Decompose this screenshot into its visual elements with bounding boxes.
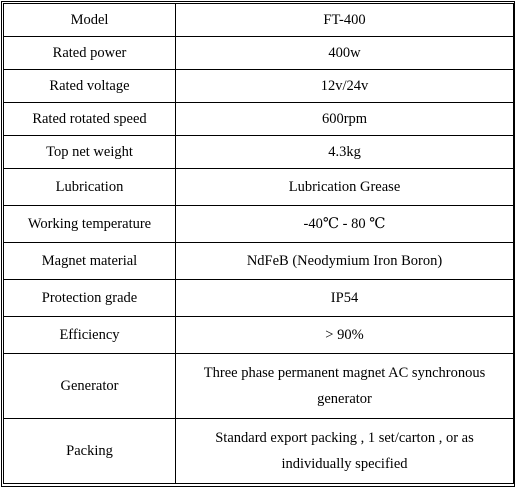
value-rated-voltage: 12v/24v bbox=[176, 70, 514, 103]
table-row-rated-speed bbox=[4, 103, 514, 136]
table-row-magnet-material bbox=[4, 243, 514, 280]
label-magnet-material: Magnet material bbox=[4, 243, 176, 280]
table-row-efficiency bbox=[4, 317, 514, 354]
value-magnet-material: NdFeB (Neodymium Iron Boron) bbox=[176, 243, 514, 280]
value-lubrication: Lubrication Grease bbox=[176, 169, 514, 206]
table-row-rated-power bbox=[4, 37, 514, 70]
value-rated-power: 400w bbox=[176, 37, 514, 70]
label-rated-voltage: Rated voltage bbox=[4, 70, 176, 103]
value-packing: Standard export packing , 1 set/carton , or as individually specified bbox=[176, 419, 514, 484]
value-rated-speed: 600rpm bbox=[176, 103, 514, 136]
label-net-weight: Top net weight bbox=[4, 136, 176, 169]
label-protection-grade: Protection grade bbox=[4, 280, 176, 317]
value-net-weight: 4.3kg bbox=[176, 136, 514, 169]
label-model: Model bbox=[4, 4, 176, 37]
value-working-temperature: -40℃ - 80 ℃ bbox=[176, 206, 514, 243]
table-row-net-weight bbox=[4, 136, 514, 169]
label-working-temperature: Working temperature bbox=[4, 206, 176, 243]
label-rated-speed: Rated rotated speed bbox=[4, 103, 176, 136]
table-row-generator bbox=[4, 354, 514, 419]
label-packing: Packing bbox=[4, 419, 176, 484]
table-row-rated-voltage bbox=[4, 70, 514, 103]
table-row-model bbox=[4, 4, 514, 37]
table-row-working-temperature bbox=[4, 206, 514, 243]
table-row-lubrication bbox=[4, 169, 514, 206]
spec-table bbox=[3, 3, 514, 484]
label-lubrication: Lubrication bbox=[4, 169, 176, 206]
table-row-packing bbox=[4, 419, 514, 484]
table-row-protection-grade bbox=[4, 280, 514, 317]
label-efficiency: Efficiency bbox=[4, 317, 176, 354]
value-generator: Three phase permanent magnet AC synchronous generator bbox=[176, 354, 514, 419]
value-efficiency: > 90% bbox=[176, 317, 514, 354]
value-protection-grade: IP54 bbox=[176, 280, 514, 317]
value-model: FT-400 bbox=[176, 4, 514, 37]
label-rated-power: Rated power bbox=[4, 37, 176, 70]
label-generator: Generator bbox=[4, 354, 176, 419]
